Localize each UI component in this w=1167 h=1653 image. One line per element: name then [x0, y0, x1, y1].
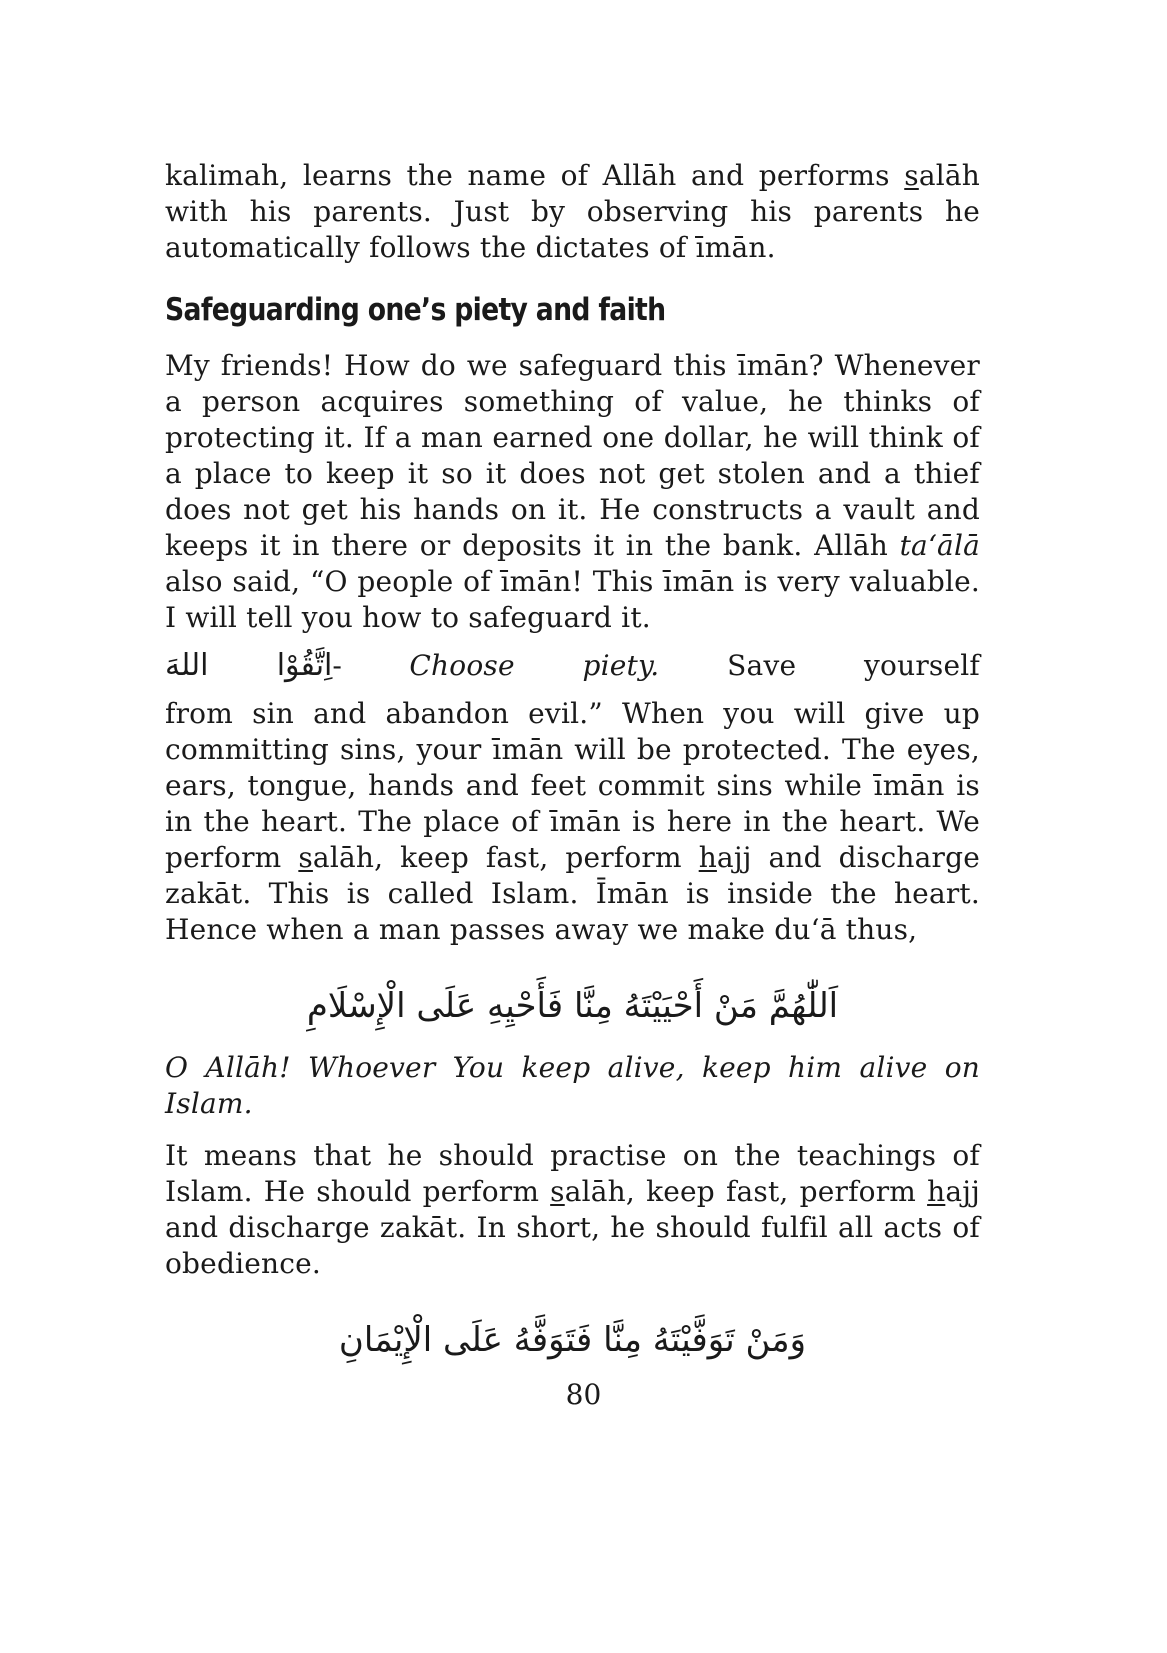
- para1-text-c: Save yourself: [659, 649, 980, 682]
- para1-text-d: from sin and abandon evil.” When you will give up committing sins, your īmān will be protected. The eyes, ears, tongue, hands and feet commit sins while īmān is in the heart. The place of īmān is here in the heart. We perform: [165, 697, 980, 874]
- dua-translation-1: O Allāh! Whoever You keep alive, keep him alive on Islam.: [165, 1051, 980, 1120]
- choose-piety-italic: Choose piety.: [409, 649, 660, 682]
- underlined-s: s: [550, 1175, 565, 1208]
- dua-arabic-2: وَمَنْ تَوَفَّيْتَهُ مِنَّا فَتَوَفَّهُ عَلَى الْإِيْمَانِ: [338, 1320, 807, 1360]
- underlined-s: s: [904, 159, 919, 192]
- para2-text-c: ajj and discharge zakāt. In short, he should fulfil all acts of obedience.: [165, 1175, 980, 1280]
- body-paragraph-1: [165, 348, 980, 636]
- intro-text-cont: alāh with his parents. Just by observing his parents he automatically follows the dictates of īmān.: [165, 159, 980, 264]
- page-number: 80: [565, 1378, 602, 1411]
- ta-ala-italic: ta‘ālā: [899, 529, 980, 562]
- para1-text-e: alāh, keep fast, perform: [312, 841, 699, 874]
- body-paragraph-2: [165, 1138, 980, 1282]
- para1-text-f: ajj and discharge zakāt. This is called Islam. Īmān is inside the heart. Hence when a man passes away we make du‘ā thus,: [165, 841, 980, 946]
- underlined-s: s: [298, 841, 313, 874]
- intro-text: kalimah, learns the name of Allāh and performs: [165, 159, 890, 192]
- arabic-inline-line: [165, 636, 980, 696]
- dash: -: [332, 649, 410, 682]
- section-heading: Safeguarding one’s piety and faith: [165, 292, 666, 328]
- underlined-h: h: [698, 841, 717, 874]
- para1-text-a: My friends! How do we safeguard this īmān? Whenever a person acquires something of value, he thinks of protecting it. If a man earned one dollar, he will think of a place to keep it so it does not get stolen and a thief does not get his hands on it. He constructs a vault and keeps it in there or deposits it in the bank. Allāh: [165, 349, 980, 562]
- intro-paragraph: [165, 158, 980, 266]
- page-content: [165, 158, 980, 1384]
- underlined-h: h: [927, 1175, 946, 1208]
- arabic-inline-verse: اِتَّقُوْا اللهَ: [165, 648, 333, 683]
- para2-text-a: It means that he should practise on the teachings of Islam. He should perform: [165, 1139, 980, 1208]
- body-paragraph-1-cont: [165, 696, 980, 948]
- para1-text-b: also said, “O people of īmān! This īmān is very valuable. I will tell you how to safeguard it.: [165, 565, 980, 634]
- para2-text-b: alāh, keep fast, perform: [564, 1175, 928, 1208]
- dua-arabic-1: اَللّٰهُمَّ مَنْ أَحْيَيْتَهُ مِنَّا فَأَحْيِهِ عَلَى الْإِسْلَامِ: [306, 986, 839, 1026]
